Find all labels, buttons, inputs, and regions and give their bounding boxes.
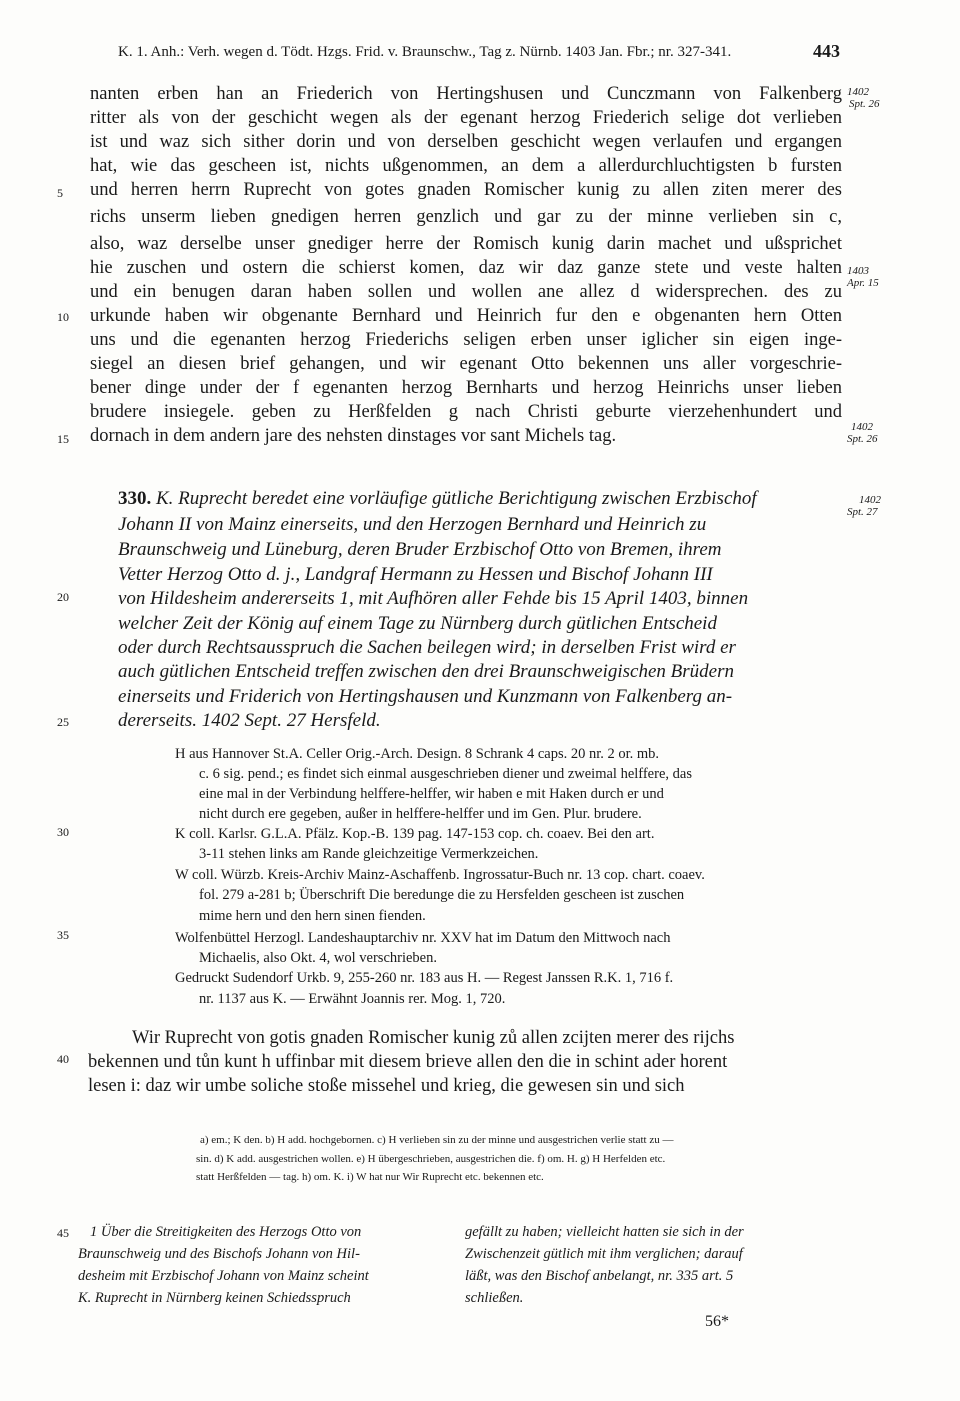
apparatus-line: sin. d) K add. ausgestrichen wollen. e) H übergeschrieben, ausgestrichen die. f) om. H. g) H Herfelden etc. — [196, 1153, 666, 1165]
source-line: nicht durch ere gegeben, außer in helffere-helffer und im Gen. Plur. brudere. — [199, 806, 642, 822]
source-line: 3-11 stehen links am Rande gleichzeitige Vermerkzeichen. — [199, 846, 539, 862]
body-line: hat, wie das gescheen ist, nichts ußgenommen, an dem a allerdurchluchtigsten b fursten — [90, 156, 842, 176]
regest-line: auch gütlichen Entscheid treffen zwischen den drei Braunschweigischen Brüdern — [118, 661, 734, 682]
regest-line: 330. K. Ruprecht beredet eine vorläufige gütliche Berichtigung zwischen Erzbischof — [118, 488, 757, 509]
regest-line: einerseits und Friderich von Hertingshausen und Kunzmann von Falkenberg an- — [118, 686, 733, 707]
line-number: 40 — [57, 1052, 69, 1066]
line-number: 35 — [57, 928, 69, 942]
body-line: dornach in dem andern jare des nehsten dinstages vor sant Michels tag. — [90, 426, 617, 446]
text-line: Wir Ruprecht von gotis gnaden Romischer kunig zů allen zcijten merer des rijchs — [132, 1028, 735, 1048]
running-title: K. 1. Anh.: Verh. wegen d. Tödt. Hzgs. Frid. v. Braunschw., Tag z. Nürnb. 1403 Jan. Fbr.; nr. 327-341. — [118, 44, 732, 60]
source-line: eine mal in der Verbindung helffere-helffer, wir haben e mit Haken durch er und — [199, 786, 664, 802]
body-line: und ein benugen daran haben sollen und wollen ane allez d widersprechen. des zu — [90, 282, 842, 302]
text-line: bekennen und tůn kunt h uffinbar mit diesem brieve allen den die in schint ader horent — [88, 1052, 728, 1072]
footnote-line: gefällt zu haben; vielleicht hatten sie sich in der — [465, 1224, 744, 1240]
source-line: H aus Hannover St.A. Celler Orig.-Arch. Design. 8 Schrank 4 caps. 20 nr. 2 or. mb. — [175, 746, 660, 762]
body-line: ist und waz sich sither dorin und von derselben geschicht wegen verlaufen und ergangen — [90, 132, 842, 152]
body-line: und herren herrn Ruprecht von gotes gnaden Romischer kunig zu allen ziten merer des — [90, 180, 842, 200]
body-line: bener dinge under der f egenanten herzog Bernharts und herzog Heinrichs unser lieben — [90, 378, 842, 398]
line-number: 15 — [57, 432, 69, 446]
footnote-line: Zwischenzeit gütlich mit ihm verglichen; darauf — [465, 1246, 743, 1262]
source-line: fol. 279 a-281 b; Überschrift Die beredunge die zu Hersfelden gescheen ist zuschen — [199, 887, 685, 903]
line-number: 25 — [57, 715, 69, 729]
apparatus-line: statt Herßfelden — tag. h) om. K. i) W hat nur Wir Ruprecht etc. bekennen etc. — [196, 1171, 544, 1183]
line-number: 30 — [57, 825, 69, 839]
regest-line: welcher Zeit der König auf einem Tage zu Nürnberg durch gütlichen Entscheid — [118, 613, 717, 634]
source-line: W coll. Würzb. Kreis-Archiv Mainz-Aschaffenb. Ingrossatur-Buch nr. 13 cop. chart. coaev. — [175, 867, 705, 883]
body-line: siegel an diesen brief gehangen, und wir egenant Otto bekennen uns aller vorgeschrie- — [90, 354, 842, 374]
source-line: c. 6 sig. pend.; es findet sich einmal ausgeschrieben diener und zweimal helffere, das — [199, 766, 692, 782]
body-line: uns und die egenanten herzog Friederichs seligen erben unser iglicher sin eigen inge- — [90, 330, 842, 350]
body-line: hie zuschen und ostern die schierst komen, daz wir daz ganze stete und veste halten — [90, 258, 842, 278]
margin-date: 1403 Apr. 15 — [847, 265, 879, 289]
regest-line: von Hildesheim andererseits 1, mit Aufhören aller Fehde bis 15 April 1403, binnen — [118, 588, 749, 609]
body-line: richs unserm lieben gnedigen herren genzlich und gar zu der minne verlieben sin c, — [90, 207, 842, 227]
signature-mark: 56* — [705, 1313, 729, 1330]
line-number: 10 — [57, 310, 69, 324]
source-line: K coll. Karlsr. G.L.A. Pfälz. Kop.-B. 139 pag. 147-153 cop. ch. coaev. Bei den art. — [175, 826, 655, 842]
footnote-line: schließen. — [465, 1290, 524, 1306]
footnote-line: läßt, was den Bischof anbelangt, nr. 335 art. 5 — [465, 1268, 734, 1284]
footnote-line: Braunschweig und des Bischofs Johann von Hil- — [78, 1246, 360, 1262]
line-number: 5 — [57, 186, 63, 200]
source-line: mime hern und den hern sinen fienden. — [199, 908, 426, 924]
document-number: 330. — [118, 488, 152, 509]
body-line: ritter als von der geschicht wegen als der egenant herzog Friederich selige dot verlieben — [90, 108, 842, 128]
line-number: 45 — [57, 1226, 69, 1240]
footnote-line: K. Ruprecht in Nürnberg keinen Schiedsspruch — [78, 1290, 351, 1306]
regest-line: dererseits. 1402 Sept. 27 Hersfeld. — [118, 710, 381, 731]
body-line: nanten erben han an Friederich von Hertingshusen und Cunczmann von Falkenberg — [90, 84, 842, 104]
apparatus-line: a) em.; K den. b) H add. hochgebornen. c) H verlieben sin zu der minne und ausgestrichen verlie statt zu — — [200, 1134, 674, 1146]
source-line: Wolfenbüttel Herzogl. Landeshauptarchiv nr. XXV hat im Datum den Mittwoch nach — [175, 930, 671, 946]
page-number: 443 — [813, 41, 840, 61]
margin-date: 1402 Spt. 27 — [847, 494, 881, 518]
body-line: urkunde haben wir obgenante Bernhard und Heinrich fur den e obgenanten hern Otten — [90, 306, 842, 326]
margin-date: 1402 Spt. 26 — [847, 421, 878, 445]
regest-line: Johann II von Mainz einerseits, und den Herzogen Bernhard und Heinrich zu — [118, 514, 707, 535]
body-line: brudere insiegele. geben zu Herßfelden g nach Christi geburte vierzehenhundert und — [90, 402, 842, 422]
body-line: also, waz derselbe unser gnediger herre der Romisch kunig darin machet und ußsprichet — [90, 234, 842, 254]
text-line: lesen i: daz wir umbe soliche stoße missehel und krieg, die gewesen sin und sich — [88, 1076, 685, 1096]
running-header — [118, 41, 840, 61]
margin-date: 1402 Spt. 26 — [847, 86, 880, 110]
footnote-line: desheim mit Erzbischof Johann von Mainz scheint — [78, 1268, 369, 1284]
line-number: 20 — [57, 590, 69, 604]
regest-line: Braunschweig und Lüneburg, deren Bruder Erzbischof Otto von Bremen, ihrem — [118, 539, 722, 560]
source-line: Gedruckt Sudendorf Urkb. 9, 255-260 nr. 183 aus H. — Regest Janssen R.K. 1, 716 f. — [175, 970, 674, 986]
source-line: nr. 1137 aus K. — Erwähnt Joannis rer. Mog. 1, 720. — [199, 991, 506, 1007]
regest-line: Vetter Herzog Otto d. j., Landgraf Hermann zu Hessen und Bischof Johann III — [118, 564, 713, 585]
footnote-line: 1 Über die Streitigkeiten des Herzogs Otto von — [90, 1224, 362, 1240]
source-line: Michaelis, also Okt. 4, wol verschrieben. — [199, 950, 437, 966]
regest-line: oder durch Rechtsausspruch die Sachen beilegen wird; in derselben Frist wird er — [118, 637, 736, 658]
